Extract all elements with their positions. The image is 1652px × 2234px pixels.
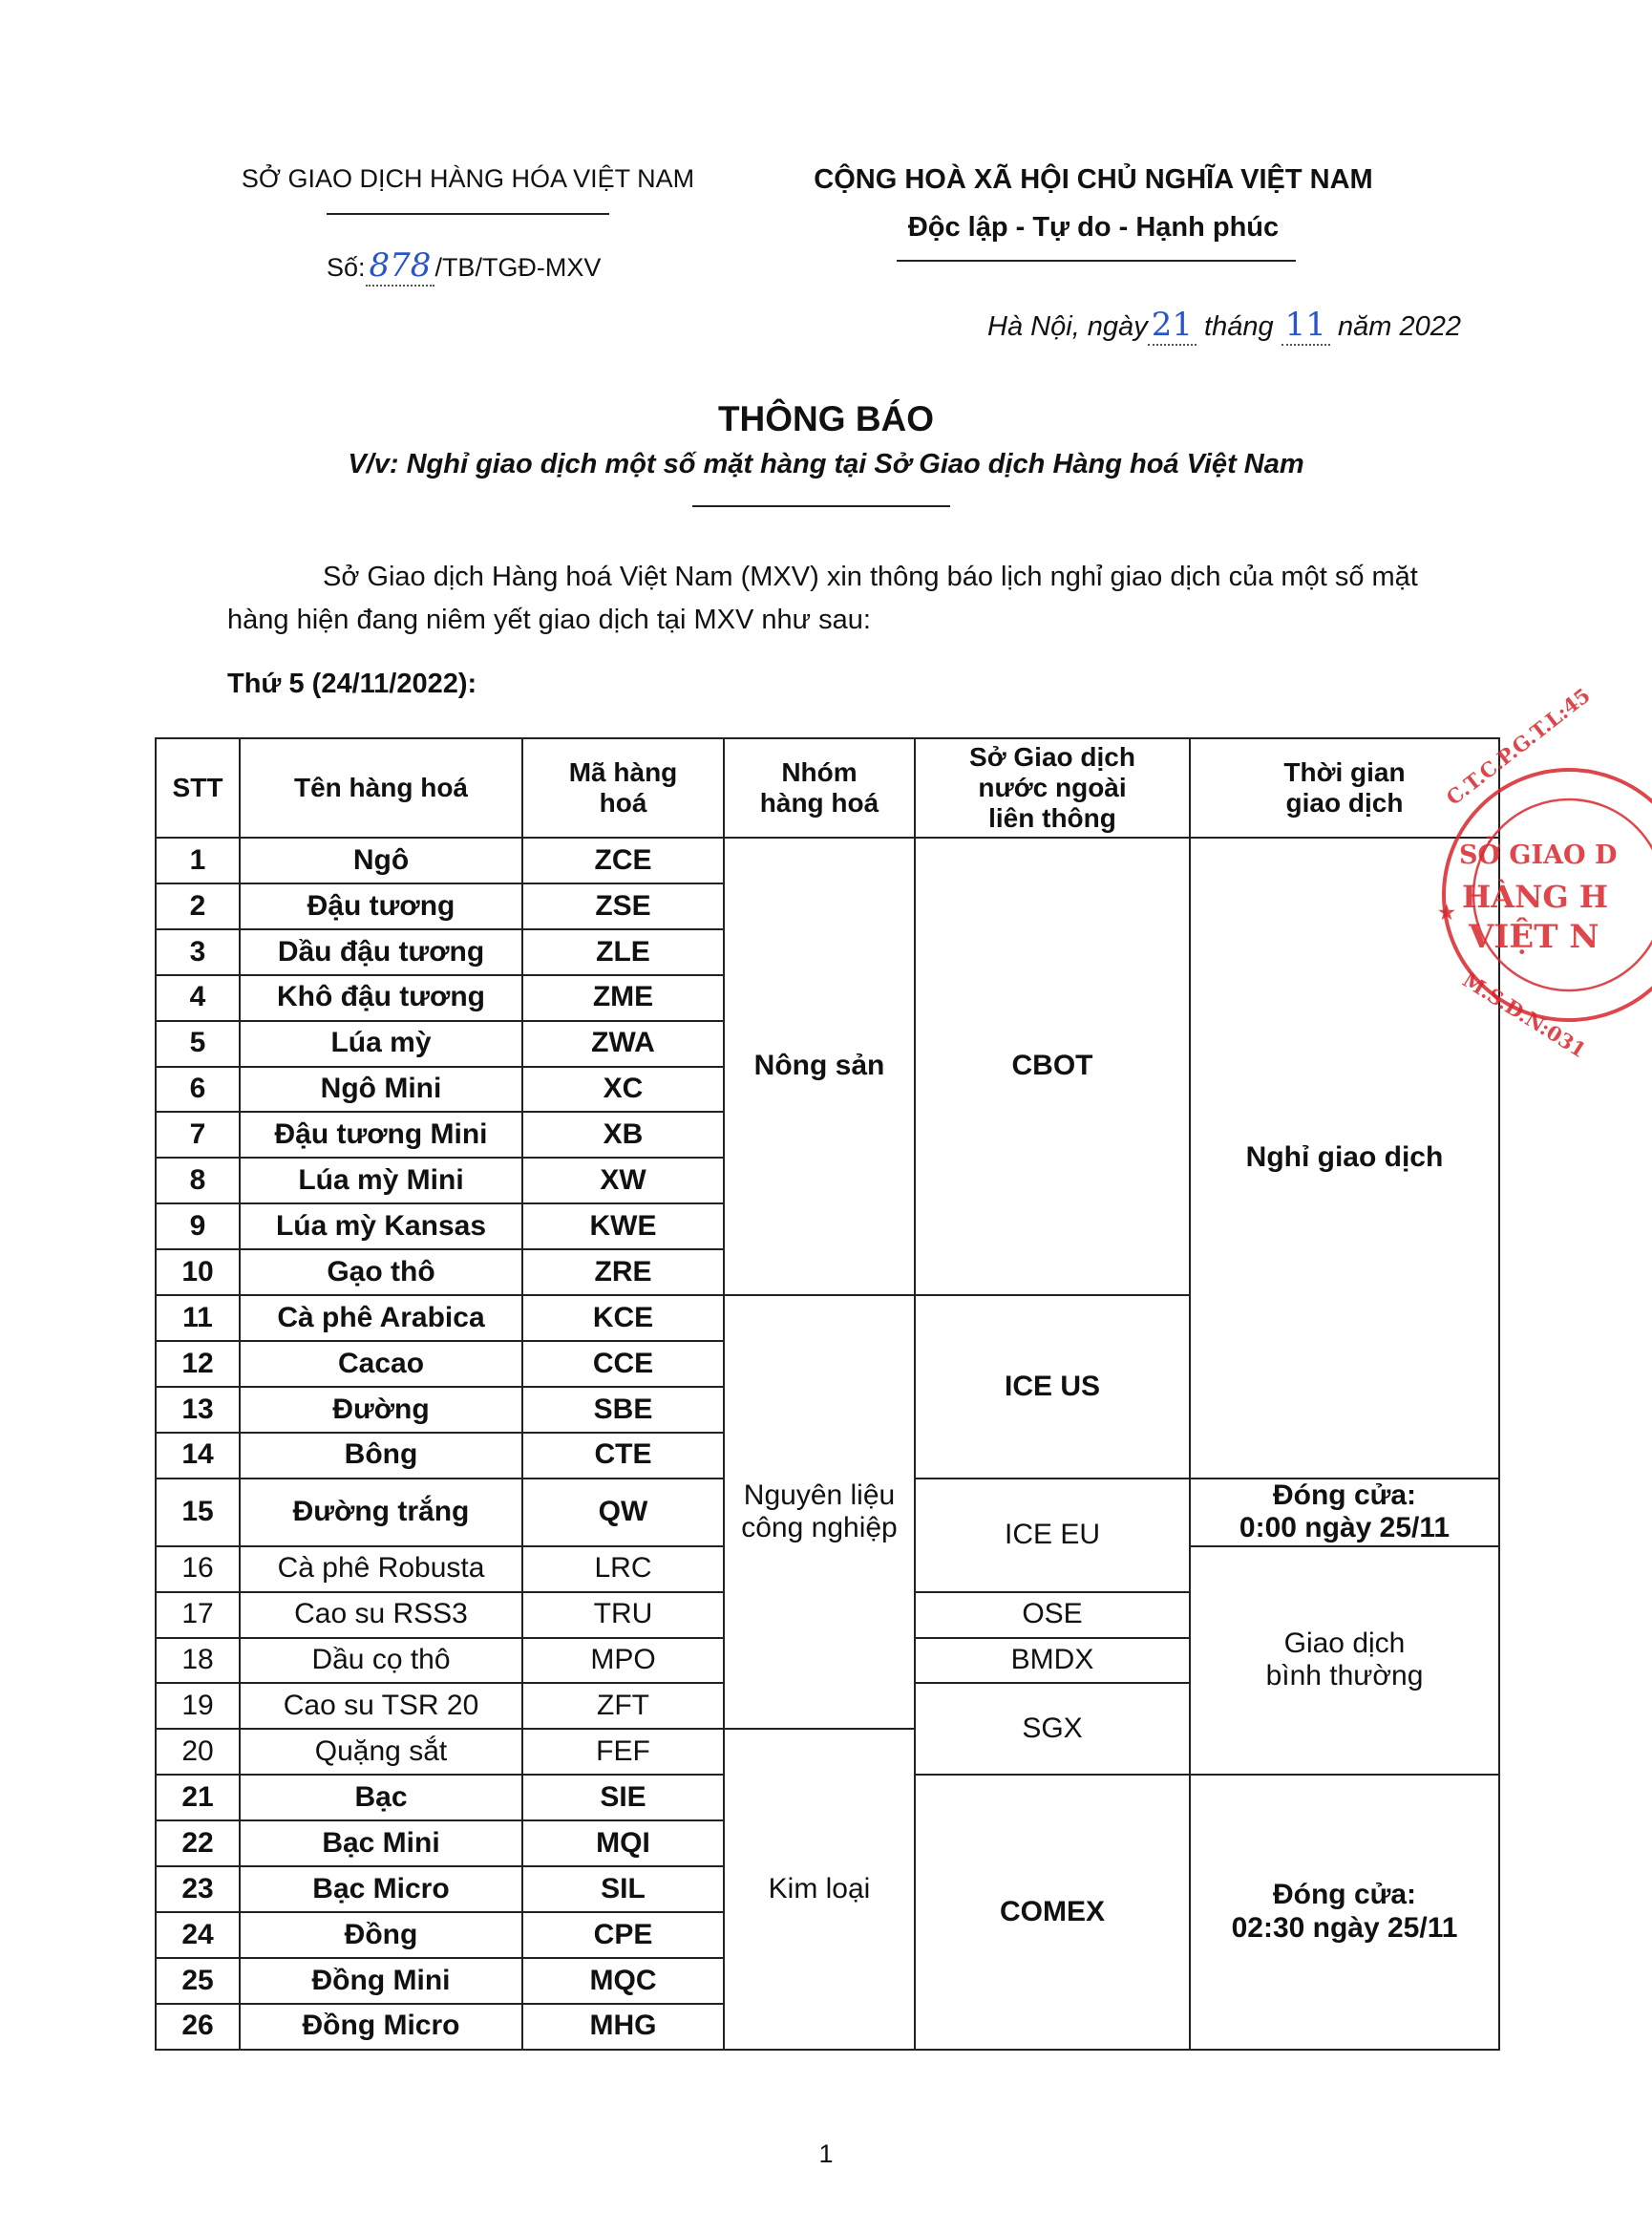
- seal-ring-text: C.T.C.P.G.T.L:45: [1441, 683, 1595, 810]
- row-name: Đồng Mini: [240, 1958, 522, 2004]
- row-name: Lúa mỳ Mini: [240, 1158, 522, 1203]
- row-stt: 7: [156, 1112, 240, 1158]
- row-code: CCE: [522, 1341, 724, 1387]
- row-code: ZLE: [522, 929, 724, 975]
- header-name: Tên hàng hoá: [240, 738, 522, 838]
- header-exchange: [915, 738, 1190, 838]
- row-code: ZWA: [522, 1021, 724, 1067]
- header-stt: STT: [156, 738, 240, 838]
- row-stt: 2: [156, 883, 240, 929]
- row-code: KWE: [522, 1203, 724, 1249]
- motto-underline: [897, 260, 1296, 262]
- row-name: Ngô Mini: [240, 1067, 522, 1113]
- row-name: Đường trắng: [240, 1479, 522, 1546]
- row-stt: 15: [156, 1479, 240, 1546]
- seal-star-icon: ★: [1438, 901, 1455, 924]
- header-exchange-text: Sở Giao dịch nước ngoài liên thông: [969, 741, 1135, 834]
- time-close-1-value: 0:00 ngày 25/11: [1239, 1512, 1451, 1544]
- row-stt: 25: [156, 1958, 240, 2004]
- row-name: Bạc Micro: [240, 1866, 522, 1912]
- header-time-text: Thời gian giao dịch: [1283, 756, 1406, 818]
- seal-bottom-text: M.S.D.N:031: [1458, 968, 1591, 1063]
- row-stt: 13: [156, 1387, 240, 1433]
- group-agri: Nông sản: [724, 838, 915, 1295]
- time-close-2-label: Đóng cửa:: [1272, 1879, 1417, 1911]
- time-close-2: [1190, 1775, 1499, 2049]
- official-seal: [1392, 683, 1618, 1063]
- row-code: ZME: [522, 975, 724, 1021]
- time-closed: Nghỉ giao dịch: [1190, 838, 1499, 1479]
- page-number: 1: [818, 2139, 834, 2168]
- row-name: Đậu tương Mini: [240, 1112, 522, 1158]
- date-day: 21: [1148, 306, 1197, 346]
- row-code: SBE: [522, 1387, 724, 1433]
- row-name: Đồng Micro: [240, 2004, 522, 2050]
- row-code: MQC: [522, 1958, 724, 2004]
- seal-center-line-1: SỞ GIAO D: [1459, 840, 1618, 870]
- exchange-sgx: SGX: [915, 1683, 1190, 1775]
- seal-center-line-2: HÀNG H: [1462, 879, 1609, 915]
- row-code: MPO: [522, 1638, 724, 1684]
- row-name: Cao su RSS3: [240, 1592, 522, 1638]
- row-stt: 17: [156, 1592, 240, 1638]
- row-name: Đậu tương: [240, 883, 522, 929]
- row-code: SIL: [522, 1866, 724, 1912]
- row-name: Quặng sắt: [240, 1729, 522, 1775]
- row-code: XB: [522, 1112, 724, 1158]
- row-name: Cà phê Arabica: [240, 1295, 522, 1341]
- exchange-cbot: CBOT: [915, 838, 1190, 1295]
- header-code: [522, 738, 724, 838]
- table-header-row: [156, 738, 1499, 838]
- national-motto: Độc lập - Tự do - Hạnh phúc: [907, 212, 1280, 243]
- document-number-handwritten: 878: [366, 246, 435, 287]
- row-stt: 24: [156, 1912, 240, 1958]
- seal-center-line-3: VIỆT N: [1469, 918, 1599, 956]
- row-stt: 26: [156, 2004, 240, 2050]
- date-month: 11: [1281, 306, 1330, 346]
- document-number: [327, 246, 601, 285]
- row-stt: 10: [156, 1249, 240, 1295]
- row-stt: 8: [156, 1158, 240, 1203]
- date-month-label: tháng: [1204, 311, 1274, 342]
- group-industrial-text: Nguyên liệu công nghiệp: [741, 1479, 898, 1544]
- row-stt: 14: [156, 1433, 240, 1479]
- row-stt: 11: [156, 1295, 240, 1341]
- row-code: CPE: [522, 1912, 724, 1958]
- intro-paragraph: Sở Giao dịch Hàng hoá Việt Nam (MXV) xin thông báo lịch nghỉ giao dịch của một số mặt hàng hiện đang niêm yết giao dịch tại MXV như sau:: [227, 562, 1418, 635]
- row-stt: 4: [156, 975, 240, 1021]
- row-code: TRU: [522, 1592, 724, 1638]
- row-name: Bạc: [240, 1775, 522, 1820]
- row-stt: 18: [156, 1638, 240, 1684]
- row-code: QW: [522, 1479, 724, 1546]
- document-number-prefix: Số:: [327, 253, 366, 282]
- time-normal-text: Giao dịch bình thường: [1265, 1627, 1424, 1692]
- row-code: FEF: [522, 1729, 724, 1775]
- row-stt: 20: [156, 1729, 240, 1775]
- row-name: Bạc Mini: [240, 1820, 522, 1866]
- time-close-1: [1190, 1479, 1499, 1546]
- date-place: Hà Nội, ngày: [987, 311, 1148, 342]
- nation-name: CỘNG HOÀ XÃ HỘI CHỦ NGHĨA VIỆT NAM: [814, 164, 1373, 195]
- section-date: Thứ 5 (24/11/2022):: [227, 669, 477, 699]
- exchange-ice-eu: ICE EU: [915, 1479, 1190, 1592]
- row-name: Khô đậu tương: [240, 975, 522, 1021]
- row-name: Ngô: [240, 838, 522, 883]
- time-close-1-label: Đóng cửa:: [1272, 1479, 1417, 1511]
- exchange-bmdx: BMDX: [915, 1638, 1190, 1684]
- row-code: MHG: [522, 2004, 724, 2050]
- notice-subject: V/v: Nghỉ giao dịch một số mặt hàng tại Sở Giao dịch Hàng hoá Việt Nam: [348, 449, 1304, 479]
- row-stt: 23: [156, 1866, 240, 1912]
- group-industrial: [724, 1295, 915, 1729]
- row-stt: 12: [156, 1341, 240, 1387]
- row-code: ZSE: [522, 883, 724, 929]
- row-name: Dầu đậu tương: [240, 929, 522, 975]
- row-name: Dầu cọ thô: [240, 1638, 522, 1684]
- row-name: Đường: [240, 1387, 522, 1433]
- row-code: KCE: [522, 1295, 724, 1341]
- row-name: Lúa mỳ: [240, 1021, 522, 1067]
- row-stt: 5: [156, 1021, 240, 1067]
- row-stt: 19: [156, 1683, 240, 1729]
- row-stt: 21: [156, 1775, 240, 1820]
- header-code-text: Mã hàng hoá: [568, 756, 678, 818]
- row-stt: 9: [156, 1203, 240, 1249]
- row-name: Lúa mỳ Kansas: [240, 1203, 522, 1249]
- row-code: LRC: [522, 1546, 724, 1592]
- row-code: SIE: [522, 1775, 724, 1820]
- row-stt: 1: [156, 838, 240, 883]
- issue-date: [859, 306, 1461, 344]
- row-code: ZRE: [522, 1249, 724, 1295]
- row-stt: 6: [156, 1067, 240, 1113]
- time-normal: [1190, 1546, 1499, 1776]
- exchange-ose: OSE: [915, 1592, 1190, 1638]
- document-number-suffix: /TB/TGĐ-MXV: [434, 253, 602, 282]
- row-name: Cà phê Robusta: [240, 1546, 522, 1592]
- row-name: Cao su TSR 20: [240, 1683, 522, 1729]
- row-name: Đồng: [240, 1912, 522, 1958]
- row-stt: 16: [156, 1546, 240, 1592]
- row-name: Gạo thô: [240, 1249, 522, 1295]
- exchange-comex: COMEX: [915, 1775, 1190, 2049]
- table-row: [156, 838, 1499, 883]
- row-stt: 3: [156, 929, 240, 975]
- time-close-2-value: 02:30 ngày 25/11: [1231, 1911, 1458, 1944]
- group-metal: Kim loại: [724, 1729, 915, 2049]
- row-code: CTE: [522, 1433, 724, 1479]
- notice-title: THÔNG BÁO: [717, 399, 935, 438]
- row-name: Bông: [240, 1433, 522, 1479]
- row-code: ZFT: [522, 1683, 724, 1729]
- row-stt: 22: [156, 1820, 240, 1866]
- organization-name: SỞ GIAO DỊCH HÀNG HÓA VIỆT NAM: [241, 164, 695, 193]
- date-year: năm 2022: [1338, 311, 1461, 342]
- header-group: [724, 738, 915, 838]
- header-group-text: Nhóm hàng hoá: [759, 756, 879, 818]
- row-code: XW: [522, 1158, 724, 1203]
- row-code: MQI: [522, 1820, 724, 1866]
- row-code: ZCE: [522, 838, 724, 883]
- suspension-schedule-table: [155, 737, 1500, 2051]
- organization-underline: [327, 213, 609, 215]
- exchange-ice-us: ICE US: [915, 1295, 1190, 1479]
- row-name: Cacao: [240, 1341, 522, 1387]
- row-code: XC: [522, 1067, 724, 1113]
- subject-underline: [692, 505, 950, 507]
